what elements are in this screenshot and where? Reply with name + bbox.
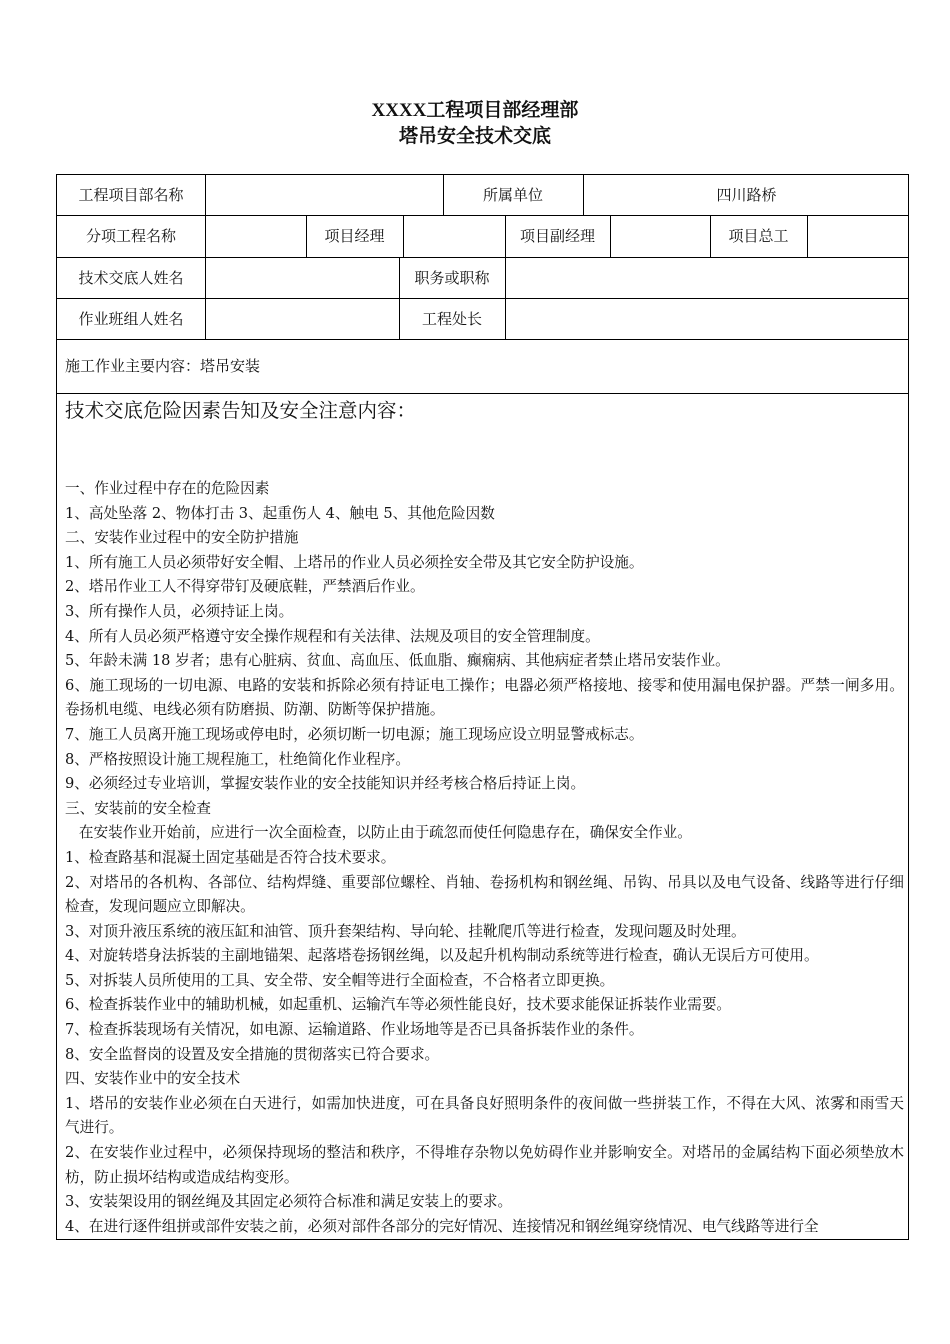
content-line: 2、塔吊作业工人不得穿带钉及硬底鞋，严禁酒后作业。: [65, 578, 425, 596]
content-line: 7、检查拆装现场有关情况，如电源、运输道路、作业场地等是否已具备拆装作业的条件。: [65, 1021, 644, 1039]
content-line: 2、对塔吊的各机构、各部位、结构焊缝、重要部位螺栓、肖轴、卷扬机构和钢丝绳、吊钩、吊具以及电气设备、线路等进行仔细检查，发现问题应立即解决。: [65, 873, 904, 916]
content-line: 3、对顶升液压系统的液压缸和油管、顶升套架结构、导向轮、挂靴爬爪等进行检查，发现问题及时处理。: [65, 922, 746, 940]
content-line: 5、年龄未满 18 岁者；患有心脏病、贫血、高血压、低血脂、癫痫病、其他病症者禁止塔吊安装作业。: [65, 652, 730, 670]
content-line: 3、所有操作人员，必须持证上岗。: [65, 602, 294, 620]
content-line: 4、对旋转塔身法拆装的主副地锚架、起落塔卷扬钢丝绳，以及起升机构制动系统等进行检查，确认无误后方可使用。: [65, 947, 819, 965]
field-section-chief[interactable]: [505, 298, 910, 339]
content-line: 1、塔吊的安装作业必须在白天进行，如需加快进度，可在具备良好照明条件的夜间做一些拼装工作，不得在大风、浓雾和雨雪天气进行。: [65, 1094, 904, 1137]
doc-title-line1: XXXX工程项目部经理部: [371, 100, 579, 121]
label-deputy-manager: 项目副经理: [519, 227, 595, 245]
label-project-dept: 工程项目部名称: [78, 186, 184, 204]
content-line: 8、严格按照设计施工规程施工，杜绝简化作业程序。: [65, 750, 410, 768]
field-discloser-name[interactable]: [205, 257, 399, 298]
field-project-manager[interactable]: [403, 215, 505, 257]
content-line: 8、安全监督岗的设置及安全措施的贯彻落实已符合要求。: [65, 1045, 440, 1063]
label-discloser-name: 技术交底人姓名: [78, 268, 184, 287]
content-line: 5、对拆装人员所使用的工具、安全带、安全帽等进行全面检查，不合格者立即更换。: [65, 971, 615, 989]
section-heading: 三、安装前的安全检查: [65, 799, 211, 817]
content-line: 9、必须经过专业培训，掌握安装作业的安全技能知识并经考核合格后持证上岗。: [65, 775, 586, 793]
field-position-title[interactable]: [505, 257, 910, 298]
label-chief-engineer: 项目总工: [728, 227, 789, 245]
section-heading: 二、安装作业过程中的安全防护措施: [65, 529, 299, 547]
disclosure-form: [56, 174, 909, 1240]
label-sub-project: 分项工程名称: [85, 227, 176, 245]
field-sub-project[interactable]: [205, 215, 306, 257]
row-divider: [57, 393, 908, 394]
content-line: 4、所有人员必须严格遵守安全操作规程和有关法律、法规及项目的安全管理制度。: [65, 627, 600, 645]
label-position-title: 职务或职称: [414, 268, 490, 287]
content-line: 在安装作业开始前，应进行一次全面检查，以防止由于疏忽而使任何隐患存在，确保安全作业。: [65, 824, 692, 842]
label-section-chief: 工程处长: [421, 309, 482, 328]
field-team-name[interactable]: [205, 298, 399, 339]
section-heading: 一、作业过程中存在的危险因素: [65, 480, 270, 497]
content-line: 1、检查路基和混凝土固定基础是否符合技术要求。: [65, 848, 396, 866]
field-deputy-manager[interactable]: [610, 215, 710, 257]
label-team-name: 作业班组人姓名: [78, 309, 184, 328]
content-line: 1、高处坠落 2、物体打击 3、起重伤人 4、触电 5、其他危险因数: [65, 504, 495, 522]
content-lines: [65, 477, 904, 1239]
label-project-manager: 项目经理: [324, 227, 385, 245]
main-work-content: 施工作业主要内容：塔吊安装: [65, 357, 261, 375]
safety-content: [65, 397, 904, 1239]
field-unit[interactable]: 四川路桥: [716, 186, 777, 204]
content-line: 2、在安装作业过程中，必须保持现场的整洁和秩序，不得堆存杂物以免妨碍作业并影响安全。对塔吊的金属结构下面必须垫放木枋，防止损坏结构或造成结构变形。: [65, 1144, 904, 1186]
content-heading: 技术交底危险因素告知及安全注意内容：: [65, 399, 417, 422]
content-line: 4、在进行逐件组拼或部件安装之前，必须对部件各部分的完好情况、连接情况和钢丝绳穿绕情况、电气线路等进行全: [65, 1217, 819, 1235]
label-unit: 所属单位: [482, 186, 543, 204]
content-line: 1、所有施工人员必须带好安全帽、上塔吊的作业人员必须拴安全带及其它安全防护设施。: [65, 553, 644, 571]
field-project-dept[interactable]: [205, 175, 443, 215]
content-line: 3、安装架设用的钢丝绳及其固定必须符合标准和满足安装上的要求。: [65, 1193, 513, 1211]
content-line: 7、施工人员离开施工现场或停电时，必须切断一切电源；施工现场应设立明显警戒标志。: [65, 725, 644, 743]
section-heading: 四、安装作业中的安全技术: [65, 1070, 241, 1088]
doc-title-line2: 塔吊安全技术交底: [398, 126, 551, 147]
content-line: 6、施工现场的一切电源、电路的安装和拆除必须有持证电工操作；电器必须严格接地、接零和使用漏电保护器。严禁一闸多用。卷扬机电缆、电线必须有防磨损、防潮、防断等保护措施。: [65, 676, 904, 719]
field-chief-engineer[interactable]: [807, 215, 910, 257]
content-line: 6、检查拆装作业中的辅助机械，如起重机、运输汽车等必须性能良好，技术要求能保证拆装作业需要。: [65, 996, 732, 1014]
